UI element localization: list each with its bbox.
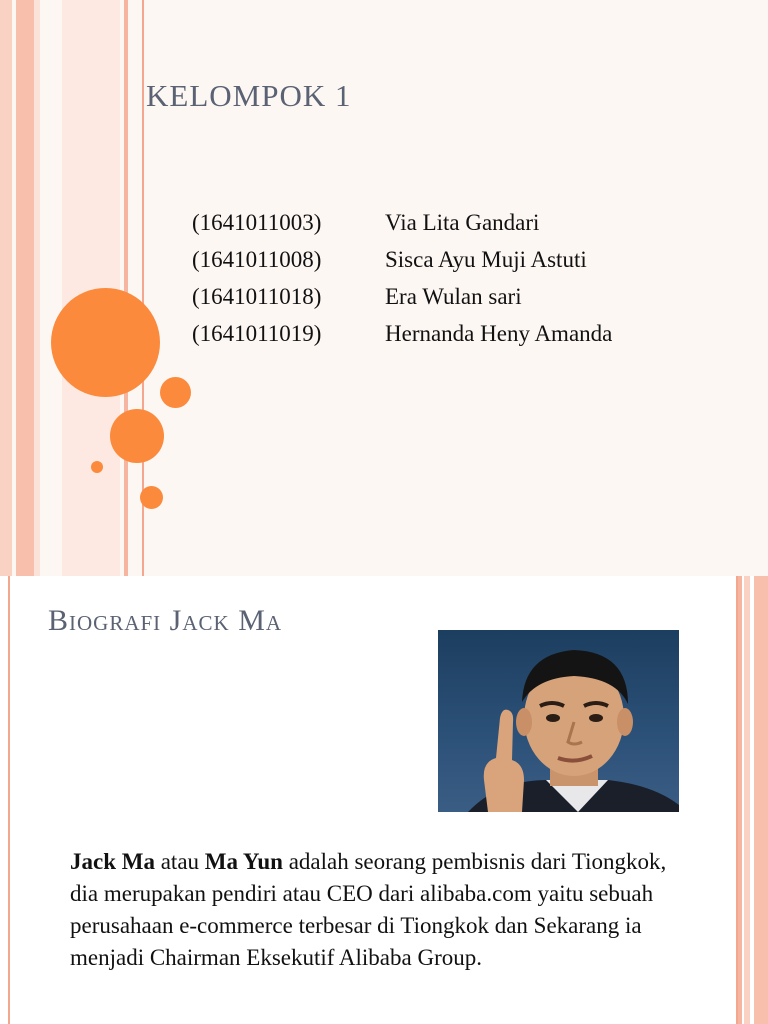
decor-stripe bbox=[744, 576, 750, 1024]
bio-text: atau bbox=[154, 849, 205, 874]
member-id: (1641011003) bbox=[192, 210, 322, 235]
decor-stripe bbox=[736, 576, 738, 1024]
bio-name-jack-ma: Jack Ma bbox=[70, 849, 155, 874]
bio-text: adalah seorang pembisnis dari Tiongkok, dia merupakan pendiri atau CEO dari alibaba.com yaitu sebuah perusahaan e-commerce terbesar di Tiongkok dan Sekarang ia menjadi Chairman Eksekutif Alibaba Group. bbox=[70, 849, 667, 970]
member-name: Sisca Ayu Muji Astuti bbox=[385, 247, 587, 272]
decor-stripe bbox=[754, 576, 768, 1024]
decor-stripe bbox=[738, 576, 742, 1024]
member-name: Era Wulan sari bbox=[385, 284, 522, 309]
member-name: Hernanda Heny Amanda bbox=[385, 321, 613, 346]
decor-stripe bbox=[124, 0, 128, 576]
slide-title: Biografi Jack Ma bbox=[48, 604, 283, 637]
decor-stripe bbox=[16, 0, 34, 576]
biography-text bbox=[70, 846, 670, 974]
decor-stripe bbox=[0, 0, 12, 576]
decor-circle bbox=[160, 377, 191, 408]
decor-circle bbox=[91, 461, 103, 473]
member-id: (1641011019) bbox=[192, 321, 322, 346]
decor-circle bbox=[140, 486, 163, 509]
portrait-photo bbox=[438, 630, 679, 812]
decor-stripe bbox=[8, 576, 10, 1024]
decor-circle bbox=[110, 409, 164, 463]
slide-title: KELOMPOK 1 bbox=[146, 78, 352, 113]
member-name: Via Lita Gandari bbox=[385, 210, 540, 235]
portrait-illustration bbox=[438, 630, 679, 812]
bio-name-ma-yun: Ma Yun bbox=[204, 849, 283, 874]
member-id: (1641011018) bbox=[192, 284, 322, 309]
decor-circle-large bbox=[51, 288, 160, 397]
decor-stripe bbox=[34, 0, 40, 576]
slide-biografi bbox=[0, 576, 768, 1024]
member-id: (1641011008) bbox=[192, 247, 322, 272]
